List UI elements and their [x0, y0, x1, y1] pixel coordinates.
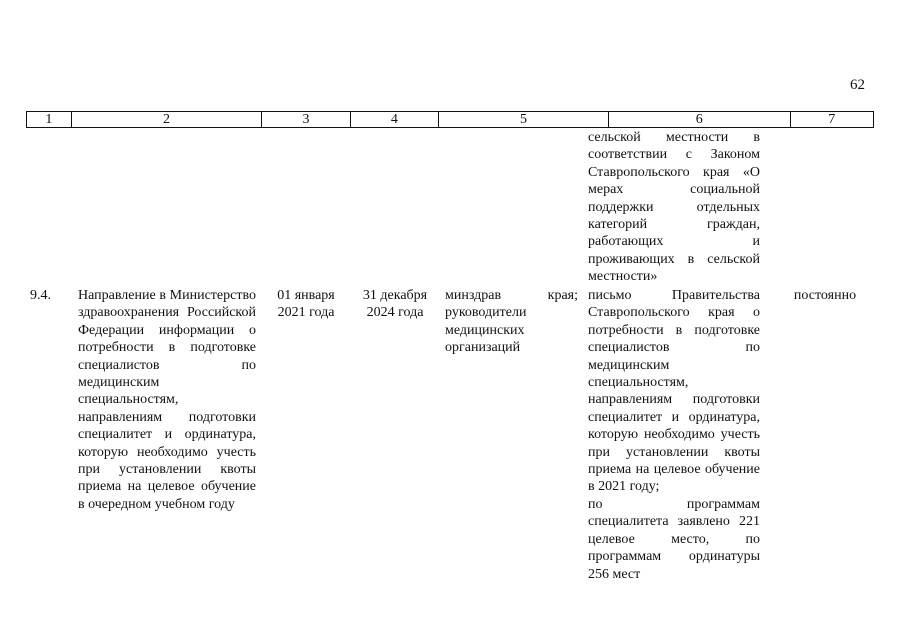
- expected-result: [588, 287, 760, 583]
- header-cell-5: 5: [439, 112, 609, 127]
- responsible-executors: минздрав края; руководители медицинских организаций: [445, 288, 578, 356]
- expected-result-paragraph-2: по программам специалитета заявлено 221 целевое место, по программам ординатуры 256 мест: [588, 496, 760, 582]
- header-cell-4: 4: [351, 112, 439, 127]
- header-cell-7: 7: [828, 112, 836, 127]
- row-number: 9.4.: [30, 288, 51, 303]
- page-number: 62: [850, 77, 865, 93]
- header-cell-6: 6: [609, 112, 791, 127]
- start-date: 01 января 2021 года: [277, 288, 335, 321]
- header-cell-1: 1: [27, 112, 72, 127]
- continued-result-cell: сельской местности в соответствии с Законом Ставропольского края «О мерах социальной поддержки отдельных категорий граждан, работающих и проживающих в сельской местности»: [588, 130, 760, 285]
- table-header-row: [26, 111, 874, 128]
- expected-result-paragraph-1: письмо Правительства Ставропольского края о потребности в подготовке специалистов по медицинским специальностям, направлениям подготовки специалитет и ординатура, которую необходимо учесть при установлении квоты приема на целевое обучение в 2021 году;: [588, 288, 760, 495]
- header-cell-2: 2: [72, 112, 263, 127]
- periodicity: постоянно: [793, 288, 857, 303]
- measure-description: Направление в Министерство здравоохранения Российской Федерации информации о потребности в подготовке специалистов по медицинским специальностям, направлениям подготовки специалитет и ординатура, которую необходимо учесть при установлении квоты приема на целевое обучение в очередном учебном году: [78, 288, 256, 512]
- header-cell-3: 3: [262, 112, 350, 127]
- end-date: 31 декабря 2024 года: [362, 288, 428, 321]
